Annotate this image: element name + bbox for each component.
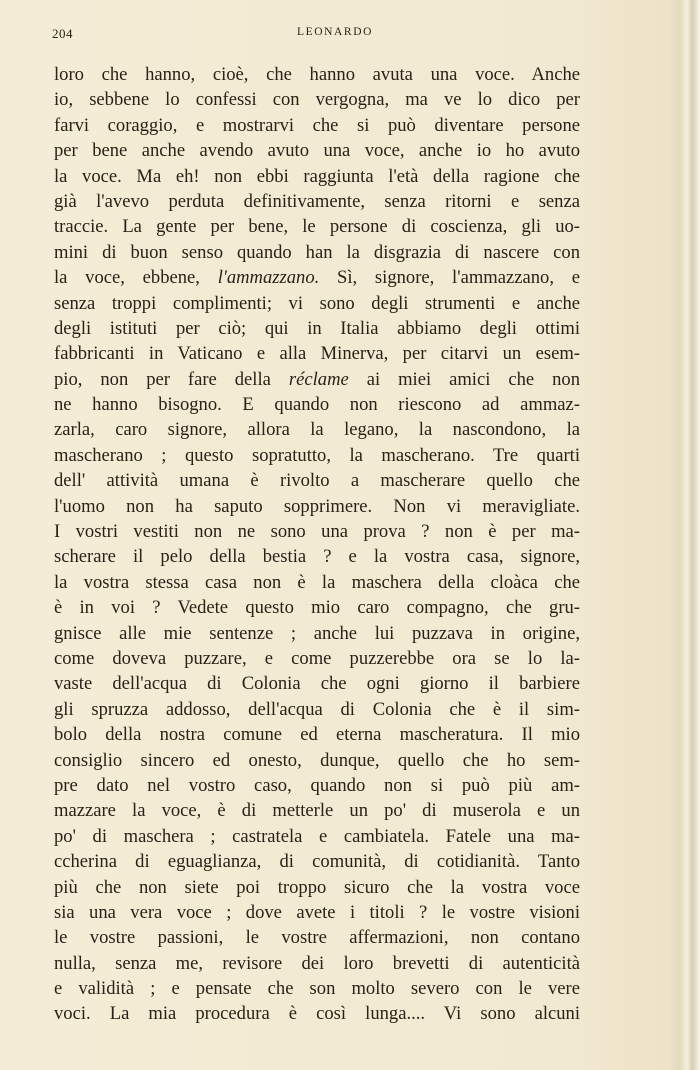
text-run: bolo della nostra comune ed eterna mascheratura. Il mio (54, 724, 580, 746)
text-run: ai miei amici che non (348, 368, 580, 390)
text-run: la vostra stessa casa non è la maschera della cloàca che (54, 571, 580, 593)
text-run: consiglio sincero ed onesto, dunque, quello che ho sem- (54, 749, 580, 771)
text-line (54, 417, 580, 442)
text-run: più che non siete poi troppo sicuro che la vostra voce (54, 876, 580, 898)
text-run: gnisce alle mie sentenze ; anche lui puzzava in origine, (54, 622, 580, 644)
italic-text: réclame (288, 368, 349, 390)
text-run: dell' attività umana è rivolto a mascherare quello che (54, 470, 580, 492)
text-line (54, 798, 580, 823)
text-run: senza troppi complimenti; vi sono degli strumenti e anche (54, 292, 580, 314)
text-line (54, 824, 580, 849)
text-run: mini di buon senso quando han la disgrazia di nascere con (54, 241, 580, 263)
text-run: zarla, caro signore, allora la legano, la nascondono, la (54, 419, 580, 441)
text-run: l'uomo non ha saputo sopprimere. Non vi meravigliate. (54, 495, 580, 517)
text-run: farvi coraggio, e mostrarvi che si può diventare persone (54, 114, 580, 136)
text-line (54, 392, 580, 417)
text-line (54, 722, 580, 747)
text-line (54, 849, 580, 874)
text-run: per bene anche avendo avuto una voce, anche io ho avuto (54, 140, 580, 162)
text-line (54, 1001, 580, 1026)
text-line (54, 341, 580, 366)
text-run: pio, non per fare della (54, 368, 289, 390)
running-head: LEONARDO (296, 26, 374, 38)
text-line (54, 189, 580, 214)
text-run: la voce. Ma eh! non ebbi raggiunta l'età della ragione che (54, 165, 580, 187)
text-line (54, 595, 580, 620)
text-run: ne hanno bisogno. E quando non riescono ad ammaz- (54, 394, 580, 416)
text-line (54, 925, 580, 950)
page-header (52, 26, 618, 42)
text-run: po' di maschera ; castratela e cambiatela. Fatele una ma- (54, 825, 580, 847)
text-run: come doveva puzzare, e come puzzerebbe ora se lo la- (54, 647, 580, 669)
text-run: traccie. La gente per bene, le persone di coscienza, gli uo- (54, 216, 580, 238)
text-line (54, 214, 580, 239)
text-line (54, 646, 580, 671)
page-number: 204 (52, 26, 73, 41)
text-line (54, 468, 580, 493)
text-run: e validità ; e pensate che son molto severo con le vere (54, 978, 580, 1000)
text-line (54, 951, 580, 976)
text-line (54, 875, 580, 900)
text-line (54, 265, 580, 290)
text-line (54, 748, 580, 773)
text-line (54, 291, 580, 316)
text-line (54, 367, 580, 392)
text-run: già l'avevo perduta definitivamente, senza ritorni e senza (54, 190, 580, 212)
text-run: fabbricanti in Vaticano e alla Minerva, per citarvi un esem- (54, 343, 580, 365)
text-line (54, 494, 580, 519)
italic-text: l'ammazzano. (217, 267, 320, 289)
text-line (54, 544, 580, 569)
text-line (54, 570, 580, 595)
text-line (54, 240, 580, 265)
text-run: loro che hanno, cioè, che hanno avuta una voce. Anche (54, 64, 580, 85)
text-line (54, 113, 580, 138)
text-run: la voce, ebbene, (54, 267, 218, 289)
text-line (54, 62, 580, 87)
text-line (54, 697, 580, 722)
page-edge (666, 0, 700, 1070)
text-run: mascherano ; questo sopratutto, la mascherano. Tre quarti (54, 444, 580, 466)
text-line (54, 773, 580, 798)
text-run: Sì, signore, l'ammazzano, e (319, 267, 580, 289)
text-line (54, 671, 580, 696)
text-line (54, 87, 580, 112)
text-line (54, 164, 580, 189)
text-run: scherare il pelo della bestia ? e la vostra casa, signore, (54, 546, 580, 568)
text-run: io, sebbene lo confessi con vergogna, ma ve lo dico per (54, 89, 580, 111)
text-run: I vostri vestiti non ne sono una prova ? non è per ma- (54, 521, 580, 543)
text-line (54, 519, 580, 544)
text-run: vaste dell'acqua di Colonia che ogni giorno il barbiere (54, 673, 580, 695)
text-run: gli spruzza addosso, dell'acqua di Colonia che è il sim- (54, 698, 580, 720)
body-text (54, 62, 580, 1027)
text-run: è in voi ? Vedete questo mio caro compagno, che gru- (54, 597, 580, 619)
text-line (54, 900, 580, 925)
text-line (54, 316, 580, 341)
text-run: ccherina di eguaglianza, di comunità, di cotidianità. Tanto (54, 851, 580, 873)
text-line (54, 138, 580, 163)
text-line (54, 621, 580, 646)
text-run: pre dato nel vostro caso, quando non si può più am- (54, 774, 580, 796)
text-run: le vostre passioni, le vostre affermazioni, non contano (54, 927, 580, 949)
text-run: nulla, senza me, revisore dei loro brevetti di autenticità (54, 952, 580, 974)
text-run: degli istituti per ciò; qui in Italia abbiamo degli ottimi (54, 317, 580, 339)
text-run: sia una vera voce ; dove avete i titoli ? le vostre visioni (54, 901, 580, 923)
text-line (54, 443, 580, 468)
text-run: mazzare la voce, è di metterle un po' di muserola e un (54, 800, 580, 822)
text-run: voci. La mia procedura è così lunga.... Vi sono alcuni (54, 1003, 580, 1025)
text-line (54, 976, 580, 1001)
